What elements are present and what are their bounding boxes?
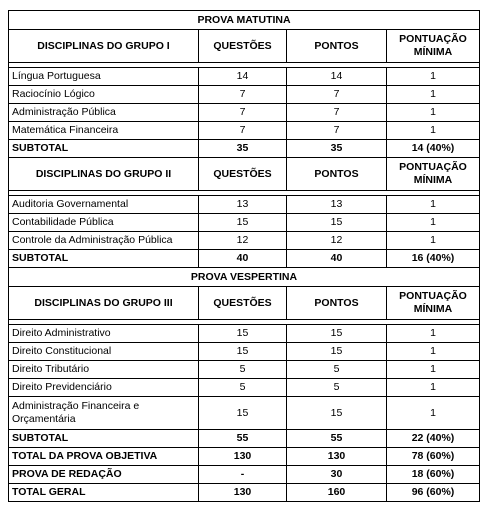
questoes-value: 13: [199, 196, 287, 214]
discipline-name: Controle da Administração Pública: [9, 232, 199, 250]
header-questoes: QUESTÕES: [199, 287, 287, 320]
group-header-row: [9, 287, 480, 320]
table-row: [9, 68, 480, 86]
pontos-value: 7: [287, 86, 387, 104]
subtotal-label: SUBTOTAL: [9, 140, 199, 158]
questoes-value: 7: [199, 122, 287, 140]
subtotal-minima: 14 (40%): [387, 140, 480, 158]
header-pontuacao-minima: PONTUAÇÃO MÍNIMA: [387, 287, 480, 320]
table-row: [9, 214, 480, 232]
minima-value: 1: [387, 343, 480, 361]
discipline-name: Contabilidade Pública: [9, 214, 199, 232]
questoes-value: 14: [199, 68, 287, 86]
minima-value: 1: [387, 122, 480, 140]
discipline-name: Administração Financeira e Orçamentária: [9, 397, 199, 430]
questoes-value: 7: [199, 86, 287, 104]
subtotal-pontos: 40: [287, 250, 387, 268]
discipline-name: Raciocínio Lógico: [9, 86, 199, 104]
table-row: [9, 325, 480, 343]
total-row: [9, 448, 480, 466]
discipline-name: Direito Tributário: [9, 361, 199, 379]
header-questoes: QUESTÕES: [199, 158, 287, 191]
pontos-value: 15: [287, 214, 387, 232]
pontos-value: 12: [287, 232, 387, 250]
minima-value: 1: [387, 397, 480, 430]
subtotal-row: [9, 140, 480, 158]
group-title: DISCIPLINAS DO GRUPO I: [9, 30, 199, 63]
discipline-name: Auditoria Governamental: [9, 196, 199, 214]
section-title: PROVA MATUTINA: [9, 11, 480, 30]
table-row: [9, 361, 480, 379]
subtotal-minima: 16 (40%): [387, 250, 480, 268]
subtotal-pontos: 55: [287, 430, 387, 448]
questoes-value: 15: [199, 397, 287, 430]
subtotal-label: SUBTOTAL: [9, 250, 199, 268]
questoes-value: 5: [199, 379, 287, 397]
questoes-value: 15: [199, 325, 287, 343]
subtotal-row: [9, 430, 480, 448]
total-questoes: 130: [199, 448, 287, 466]
subtotal-questoes: 55: [199, 430, 287, 448]
total-row: [9, 484, 480, 502]
subtotal-minima: 22 (40%): [387, 430, 480, 448]
pontos-value: 5: [287, 379, 387, 397]
pontos-value: 7: [287, 104, 387, 122]
table-row: [9, 232, 480, 250]
header-pontos: PONTOS: [287, 30, 387, 63]
total-label: TOTAL GERAL: [9, 484, 199, 502]
total-label: PROVA DE REDAÇÃO: [9, 466, 199, 484]
subtotal-questoes: 40: [199, 250, 287, 268]
pontos-value: 15: [287, 397, 387, 430]
section-title-row: [9, 268, 480, 287]
minima-value: 1: [387, 68, 480, 86]
questoes-value: 15: [199, 214, 287, 232]
discipline-name: Direito Administrativo: [9, 325, 199, 343]
pontos-value: 14: [287, 68, 387, 86]
discipline-name: Direito Previdenciário: [9, 379, 199, 397]
subtotal-questoes: 35: [199, 140, 287, 158]
group-title: DISCIPLINAS DO GRUPO II: [9, 158, 199, 191]
minima-value: 1: [387, 325, 480, 343]
minima-value: 1: [387, 361, 480, 379]
questoes-value: 12: [199, 232, 287, 250]
section-title: PROVA VESPERTINA: [9, 268, 480, 287]
pontos-value: 13: [287, 196, 387, 214]
total-pontos: 130: [287, 448, 387, 466]
table-row: [9, 379, 480, 397]
group-header-row: [9, 158, 480, 191]
minima-value: 1: [387, 379, 480, 397]
minima-value: 1: [387, 196, 480, 214]
table-row: [9, 104, 480, 122]
exam-table: [8, 10, 480, 502]
discipline-name: Língua Portuguesa: [9, 68, 199, 86]
total-pontos: 30: [287, 466, 387, 484]
discipline-name: Direito Constitucional: [9, 343, 199, 361]
subtotal-label: SUBTOTAL: [9, 430, 199, 448]
header-pontos: PONTOS: [287, 287, 387, 320]
subtotal-row: [9, 250, 480, 268]
header-pontos: PONTOS: [287, 158, 387, 191]
header-pontuacao-minima: PONTUAÇÃO MÍNIMA: [387, 30, 480, 63]
total-label: TOTAL DA PROVA OBJETIVA: [9, 448, 199, 466]
total-minima: 96 (60%): [387, 484, 480, 502]
pontos-value: 15: [287, 325, 387, 343]
header-questoes: QUESTÕES: [199, 30, 287, 63]
table-row: [9, 343, 480, 361]
table-row: [9, 86, 480, 104]
questoes-value: 7: [199, 104, 287, 122]
pontos-value: 7: [287, 122, 387, 140]
questoes-value: 15: [199, 343, 287, 361]
table-row: [9, 196, 480, 214]
table-row: [9, 122, 480, 140]
total-minima: 18 (60%): [387, 466, 480, 484]
total-questoes: -: [199, 466, 287, 484]
section-title-row: [9, 11, 480, 30]
minima-value: 1: [387, 104, 480, 122]
total-row: [9, 466, 480, 484]
subtotal-pontos: 35: [287, 140, 387, 158]
total-pontos: 160: [287, 484, 387, 502]
minima-value: 1: [387, 232, 480, 250]
minima-value: 1: [387, 86, 480, 104]
pontos-value: 5: [287, 361, 387, 379]
pontos-value: 15: [287, 343, 387, 361]
discipline-name: Matemática Financeira: [9, 122, 199, 140]
discipline-name: Administração Pública: [9, 104, 199, 122]
table-row: [9, 397, 480, 430]
total-minima: 78 (60%): [387, 448, 480, 466]
questoes-value: 5: [199, 361, 287, 379]
total-questoes: 130: [199, 484, 287, 502]
group-title: DISCIPLINAS DO GRUPO III: [9, 287, 199, 320]
group-header-row: [9, 30, 480, 63]
header-pontuacao-minima: PONTUAÇÃO MÍNIMA: [387, 158, 480, 191]
minima-value: 1: [387, 214, 480, 232]
